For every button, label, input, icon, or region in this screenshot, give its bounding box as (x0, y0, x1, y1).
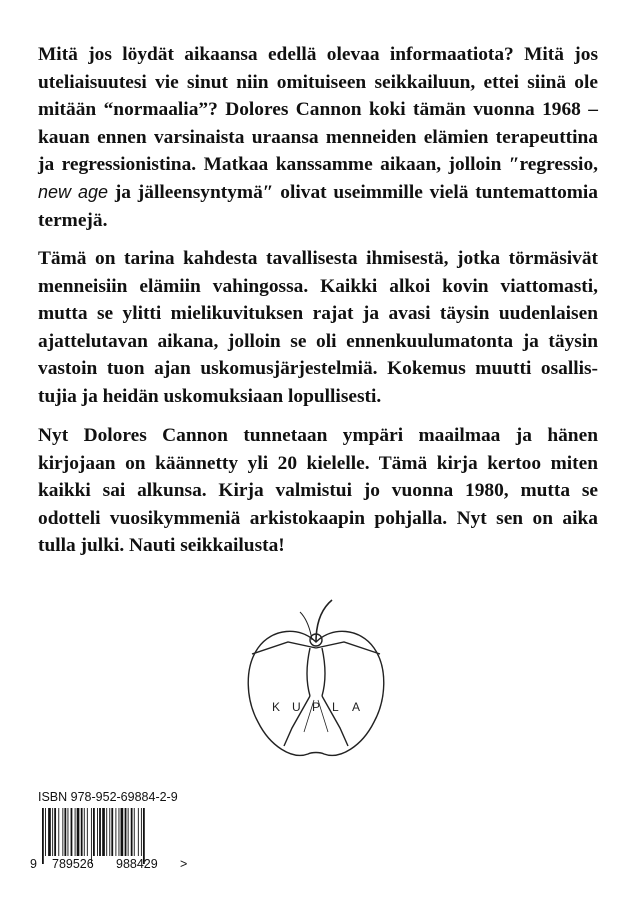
barcode-bar (64, 808, 66, 856)
barcode-bar (102, 808, 105, 856)
barcode-bar (91, 808, 92, 864)
text-line: vastoin tuon ajan uskomusjärjestelmiä. Kokemus muutti osallis- (38, 358, 598, 380)
barcode-bar (125, 808, 127, 856)
barcode-bar (138, 808, 139, 856)
text-line: odotteli vuosikymmeniä arkistokaapin pohjalla. Nyt sen on aika (38, 507, 598, 529)
barcode-digits-right: 988429 (116, 857, 158, 871)
barcode-bar (97, 808, 98, 856)
text-line: Nyt Dolores Cannon tunnetaan ympäri maailmaa ja hänen (38, 425, 598, 446)
barcode-bar (115, 808, 116, 856)
text-line-rest: ja jälleensyntymä″ olivat useimmille vielä tuntemattomia (108, 181, 598, 203)
barcode-bar (143, 808, 145, 864)
isbn-label: ISBN 978-952-69884-2-9 (38, 790, 178, 804)
italic-term: new age (38, 181, 109, 202)
barcode-bar (77, 808, 80, 856)
barcode-bar (52, 808, 53, 856)
logo-letter: U (292, 700, 301, 714)
barcode-bar (141, 808, 142, 856)
paragraph-intro (38, 41, 598, 234)
text-line: mitään “normaalia”? Dolores Cannon koki tämän vuonna 1968 – (38, 99, 598, 121)
text-line: termejä. (38, 209, 108, 231)
text-line: kirjojaan on käännetty yli 20 kielelle. Tämä kirja kertoo miten (38, 452, 598, 474)
barcode-digit-lead: 9 (30, 857, 37, 871)
kupla-logo (240, 596, 392, 762)
barcode-bar (134, 808, 135, 856)
barcode-bar (87, 808, 88, 856)
text-line: tujia ja heidän uskomuksiaan lopullisesti. (38, 385, 382, 407)
barcode-bar (48, 808, 51, 856)
barcode-bar (71, 808, 73, 856)
barcode-bar (128, 808, 129, 856)
barcode-bar (62, 808, 63, 856)
barcode-quiet-mark: > (180, 857, 188, 871)
text-line: kaikki sai alkunsa. Kirja valmistui jo vuonna 1980, mutta se (38, 480, 598, 502)
barcode-bar (81, 808, 83, 856)
barcode-bar (109, 808, 110, 856)
barcode-bar (42, 808, 44, 864)
text-line (38, 179, 598, 207)
barcode-bar (84, 808, 85, 856)
barcode-bar (75, 808, 76, 856)
barcode-bar (93, 808, 95, 856)
text-line: Mitä jos löydät aikaansa edellä olevaa informaatiota? Mitä jos (38, 44, 598, 65)
barcode-bar (106, 808, 107, 856)
logo-letter: P (312, 700, 321, 714)
logo-letters (272, 700, 360, 714)
text-line: tulla julki. Nauti seikkailusta! (38, 535, 285, 557)
logo-letter: L (332, 700, 339, 714)
text-line: menneisiin elämiin vahingossa. Kaikki alkoi kovin viattomasti, (38, 275, 598, 297)
text-line: mutta se ylitti mielikuvituksen rajat ja avasi täysin uudenlaisen (38, 303, 598, 325)
logo-letter: K (272, 700, 281, 714)
barcode-bar (99, 808, 101, 856)
barcode-bar (119, 808, 120, 856)
text-line: kauan ennen varsinaista uraansa menneiden elämien terapeuttina (38, 126, 598, 148)
paragraph-closing (38, 422, 598, 560)
text-line: ajattelutavan aikana, jolloin se oli ennenkuulumatonta ja täysin (38, 330, 598, 352)
text-line: uteliaisuutesi vie sinut niin omituiseen seikkailuun, ettei siinä ole (38, 71, 598, 93)
barcode-bar (68, 808, 69, 856)
barcode-bar (131, 808, 133, 856)
barcode-bar (54, 808, 56, 856)
barcode-digits-left: 789526 (52, 857, 94, 871)
text-line: Tämä on tarina kahdesta tavallisesta ihmisestä, jotka törmäsivät (38, 248, 598, 269)
apple-figure-icon (248, 600, 384, 755)
paragraph-story (38, 245, 598, 411)
text-line: ja regressionistina. Matkaa kanssamme aikaan, jolloin ″regressio, (38, 154, 598, 176)
barcode-bar (58, 808, 59, 856)
logo-letter: A (352, 700, 361, 714)
barcode-bar (111, 808, 113, 856)
barcode-bar (45, 808, 46, 856)
barcode-bar (121, 808, 124, 856)
